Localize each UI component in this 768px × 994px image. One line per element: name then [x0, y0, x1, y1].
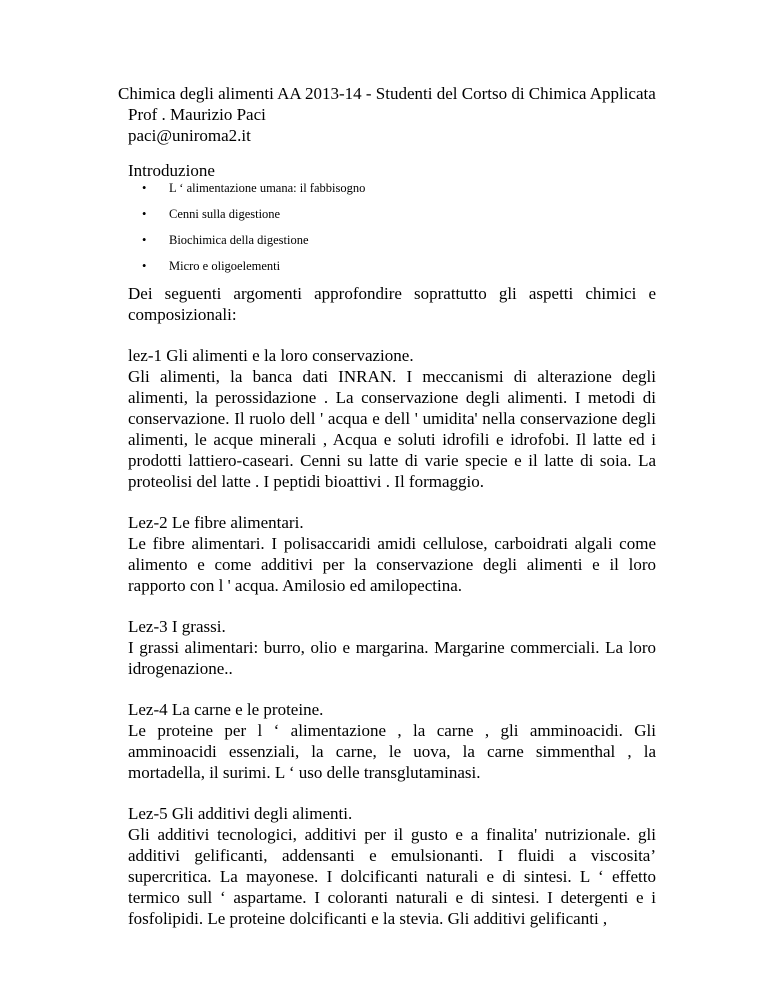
professor-name: Prof . Maurizio Paci [128, 105, 266, 124]
course-title: Chimica degli alimenti AA 2013-14 - Studenti del Cortso di Chimica Applicata [118, 84, 656, 103]
list-item [142, 259, 656, 274]
lesson-body: Gli additivi tecnologici, additivi per il gusto e a finalita' nutrizionale. gli additivi gelificanti, addensanti e emulsionanti. I fluidi a viscosita’ supercritica. La mayonese. I dolcificanti naturali e di sintesi. L ‘ effetto termico sull ‘ aspartame. I coloranti naturali e di sintesi. I detergenti e i fosfolipidi. Le proteine dolcificanti e la stevia. Gli additivi gelificanti , [128, 825, 656, 928]
lesson-section [118, 345, 656, 492]
lesson-section [118, 512, 656, 596]
list-item [142, 207, 656, 222]
lesson-body: Le fibre alimentari. I polisaccaridi amidi cellulose, carboidrati algali come alimento e come additivi per la conservazione degli alimenti e il loro rapporto con l ' acqua. Amilosio ed amilopectina. [128, 534, 656, 595]
professor-email: paci@uniroma2.it [128, 126, 251, 145]
lesson-body: Le proteine per l ‘ alimentazione , la carne , gli amminoacidi. Gli amminoacidi essenziali, la carne, le uova, la carne simmenthal , la mortadella, il surimi. L ‘ uso delle transglutaminasi. [128, 721, 656, 782]
bullet-icon: • [142, 181, 147, 195]
bullet-icon: • [142, 207, 147, 221]
lesson-title: Lez-3 I grassi. [128, 617, 226, 636]
intro-title: Introduzione [128, 161, 215, 180]
list-item-text: Micro e oligoelementi [169, 259, 281, 273]
document-page [118, 83, 656, 929]
lesson-title: Lez-2 Le fibre alimentari. [128, 513, 304, 532]
list-item [142, 181, 656, 196]
lesson-title: Lez-5 Gli additivi degli alimenti. [128, 804, 353, 823]
intro-list [128, 181, 656, 274]
lead-paragraph: Dei seguenti argomenti approfondire soprattutto gli aspetti chimici e composizionali: [128, 284, 656, 324]
lesson-section [118, 699, 656, 783]
lesson-title: Lez-4 La carne e le proteine. [128, 700, 324, 719]
list-item-text: L ‘ alimentazione umana: il fabbisogno [169, 181, 366, 195]
lesson-title: lez-1 Gli alimenti e la loro conservazione. [128, 346, 414, 365]
bullet-icon: • [142, 233, 147, 247]
bullet-icon: • [142, 259, 147, 273]
list-item-text: Cenni sulla digestione [169, 207, 281, 221]
list-item [142, 233, 656, 248]
intro-section [118, 160, 656, 274]
list-item-text: Biochimica della digestione [169, 233, 309, 247]
lesson-section [118, 803, 656, 929]
lesson-body: Gli alimenti, la banca dati INRAN. I meccanismi di alterazione degli alimenti, la perossidazione . La conservazione degli alimenti. I metodi di conservazione. Il ruolo dell ' acqua e dell ' umidita' nella conservazione degli alimenti, le acque minerali , Acqua e soluti idrofili e idrofobi. Il latte ed i prodotti lattiero-caseari. Cenni su latte di varie specie e il latte di soia. La proteolisi del latte . I peptidi bioattivi . Il formaggio. [128, 367, 656, 491]
lesson-section [118, 616, 656, 679]
lesson-body: I grassi alimentari: burro, olio e margarina. Margarine commerciali. La loro idrogenazione.. [128, 638, 656, 678]
